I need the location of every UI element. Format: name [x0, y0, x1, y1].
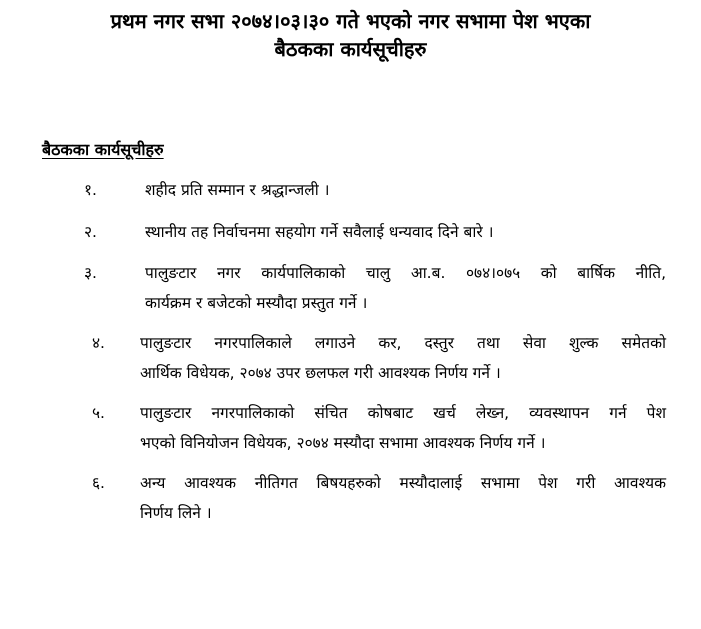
page-title-line-1: प्रथम नगर सभा २०७४।०३।३० गते भएको नगर सभामा पेश भएका	[110, 9, 591, 33]
agenda-item-text: शहीद प्रति सम्मान र श्रद्धान्जली ।	[145, 181, 330, 199]
agenda-item-text: पालुङटार नगरपालिकाको संचित कोषबाट खर्च लेख्न, व्यवस्थापन गर्न पेश	[140, 404, 666, 422]
agenda-item-number: ५.	[92, 404, 105, 422]
agenda-item-number: १.	[84, 181, 97, 199]
section-heading: बैठकका कार्यसूचीहरु	[42, 140, 164, 159]
agenda-item-text: स्थानीय तह निर्वाचनमा सहयोग गर्ने सवैलाई धन्यवाद दिने बारे ।	[145, 223, 494, 241]
agenda-item-text: अन्य आवश्यक नीतिगत बिषयहरुको मस्यौदालाई सभामा पेश गरी आवश्यक	[140, 474, 666, 492]
agenda-item-text: आर्थिक विधेयक, २०७४ उपर छलफल गरी आवश्यक निर्णय गर्ने ।	[140, 364, 501, 382]
agenda-item-number: ३.	[84, 264, 97, 282]
agenda-item-number: ६.	[92, 474, 105, 492]
agenda-item-text: पालुङटार नगरपालिकाले लगाउने कर, दस्तुर तथा सेवा शुल्क समेतको	[140, 334, 666, 352]
page-title-line-2: बैठकका कार्यसूचीहरु	[274, 37, 427, 61]
agenda-item-text: निर्णय लिने ।	[140, 504, 212, 522]
agenda-item-text: भएको विनियोजन विधेयक, २०७४ मस्यौदा सभामा आवश्यक निर्णय गर्ने ।	[140, 434, 546, 452]
agenda-item-text: कार्यक्रम र बजेटको मस्यौदा प्रस्तुत गर्ने ।	[145, 294, 368, 312]
agenda-item-number: ४.	[92, 334, 105, 352]
agenda-item-number: २.	[84, 223, 97, 241]
agenda-item-text: पालुङटार नगर कार्यपालिकाको चालु आ.ब. ०७४।०७५ को बार्षिक नीति,	[145, 264, 666, 282]
